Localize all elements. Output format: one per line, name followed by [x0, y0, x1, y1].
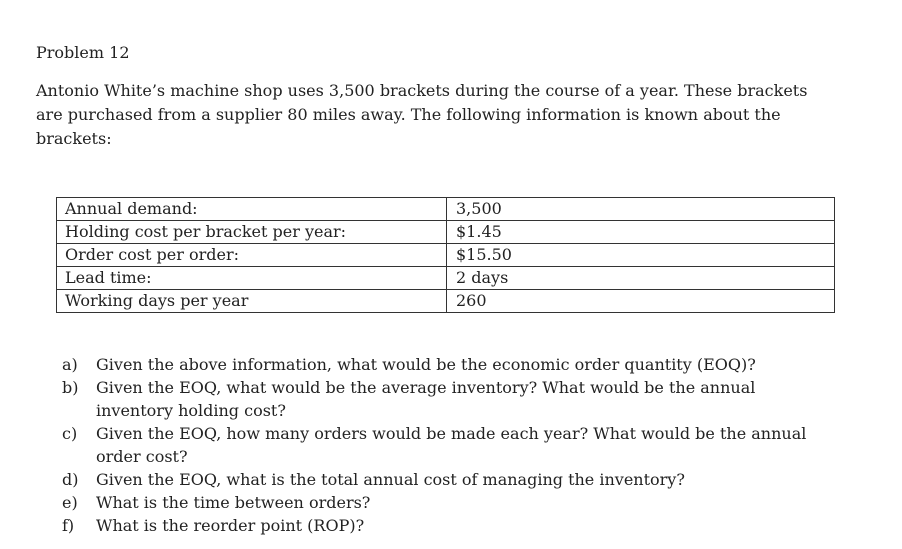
question-f: [62, 514, 822, 537]
row-label: Order cost per order:: [57, 244, 447, 267]
row-value: 260: [447, 290, 835, 313]
question-marker: b): [62, 378, 79, 397]
problem-intro: [36, 79, 806, 151]
row-label: Working days per year: [57, 290, 447, 313]
row-value: $1.45: [447, 221, 835, 244]
question-d: [62, 468, 822, 491]
table-row: [57, 221, 835, 244]
question-text: order cost?: [96, 447, 188, 466]
question-a: [62, 353, 822, 376]
question-text: What is the time between orders?: [96, 493, 371, 512]
question-marker: a): [62, 355, 78, 374]
question-e: [62, 491, 822, 514]
intro-line: brackets:: [36, 129, 112, 148]
question-text: What is the reorder point (ROP)?: [96, 516, 365, 535]
table-row: [57, 244, 835, 267]
question-text: Given the above information, what would be the economic order quantity (EOQ)?: [96, 355, 756, 374]
question-b: [62, 376, 822, 422]
intro-line: Antonio White’s machine shop uses 3,500 brackets during the course of a year. These brackets: [36, 81, 808, 100]
question-marker: d): [62, 470, 79, 489]
question-marker: f): [62, 516, 75, 535]
intro-line: are purchased from a supplier 80 miles away. The following information is known about the: [36, 105, 781, 124]
question-c: [62, 422, 822, 468]
problem-title: Problem 12: [36, 43, 130, 62]
table-row: [57, 267, 835, 290]
question-marker: e): [62, 493, 78, 512]
row-value: 3,500: [447, 198, 835, 221]
question-text: Given the EOQ, what is the total annual cost of managing the inventory?: [96, 470, 685, 489]
row-label: Lead time:: [57, 267, 447, 290]
row-label: Annual demand:: [57, 198, 447, 221]
bracket-info-table: [56, 197, 835, 313]
table-row: [57, 290, 835, 313]
table-row: [57, 198, 835, 221]
question-text: Given the EOQ, what would be the average inventory? What would be the annual: [96, 378, 756, 397]
question-marker: c): [62, 424, 78, 443]
question-text: Given the EOQ, how many orders would be made each year? What would be the annual: [96, 424, 807, 443]
row-value: $15.50: [447, 244, 835, 267]
row-label: Holding cost per bracket per year:: [57, 221, 447, 244]
question-text: inventory holding cost?: [96, 401, 286, 420]
row-value: 2 days: [447, 267, 835, 290]
question-list: [62, 353, 822, 537]
